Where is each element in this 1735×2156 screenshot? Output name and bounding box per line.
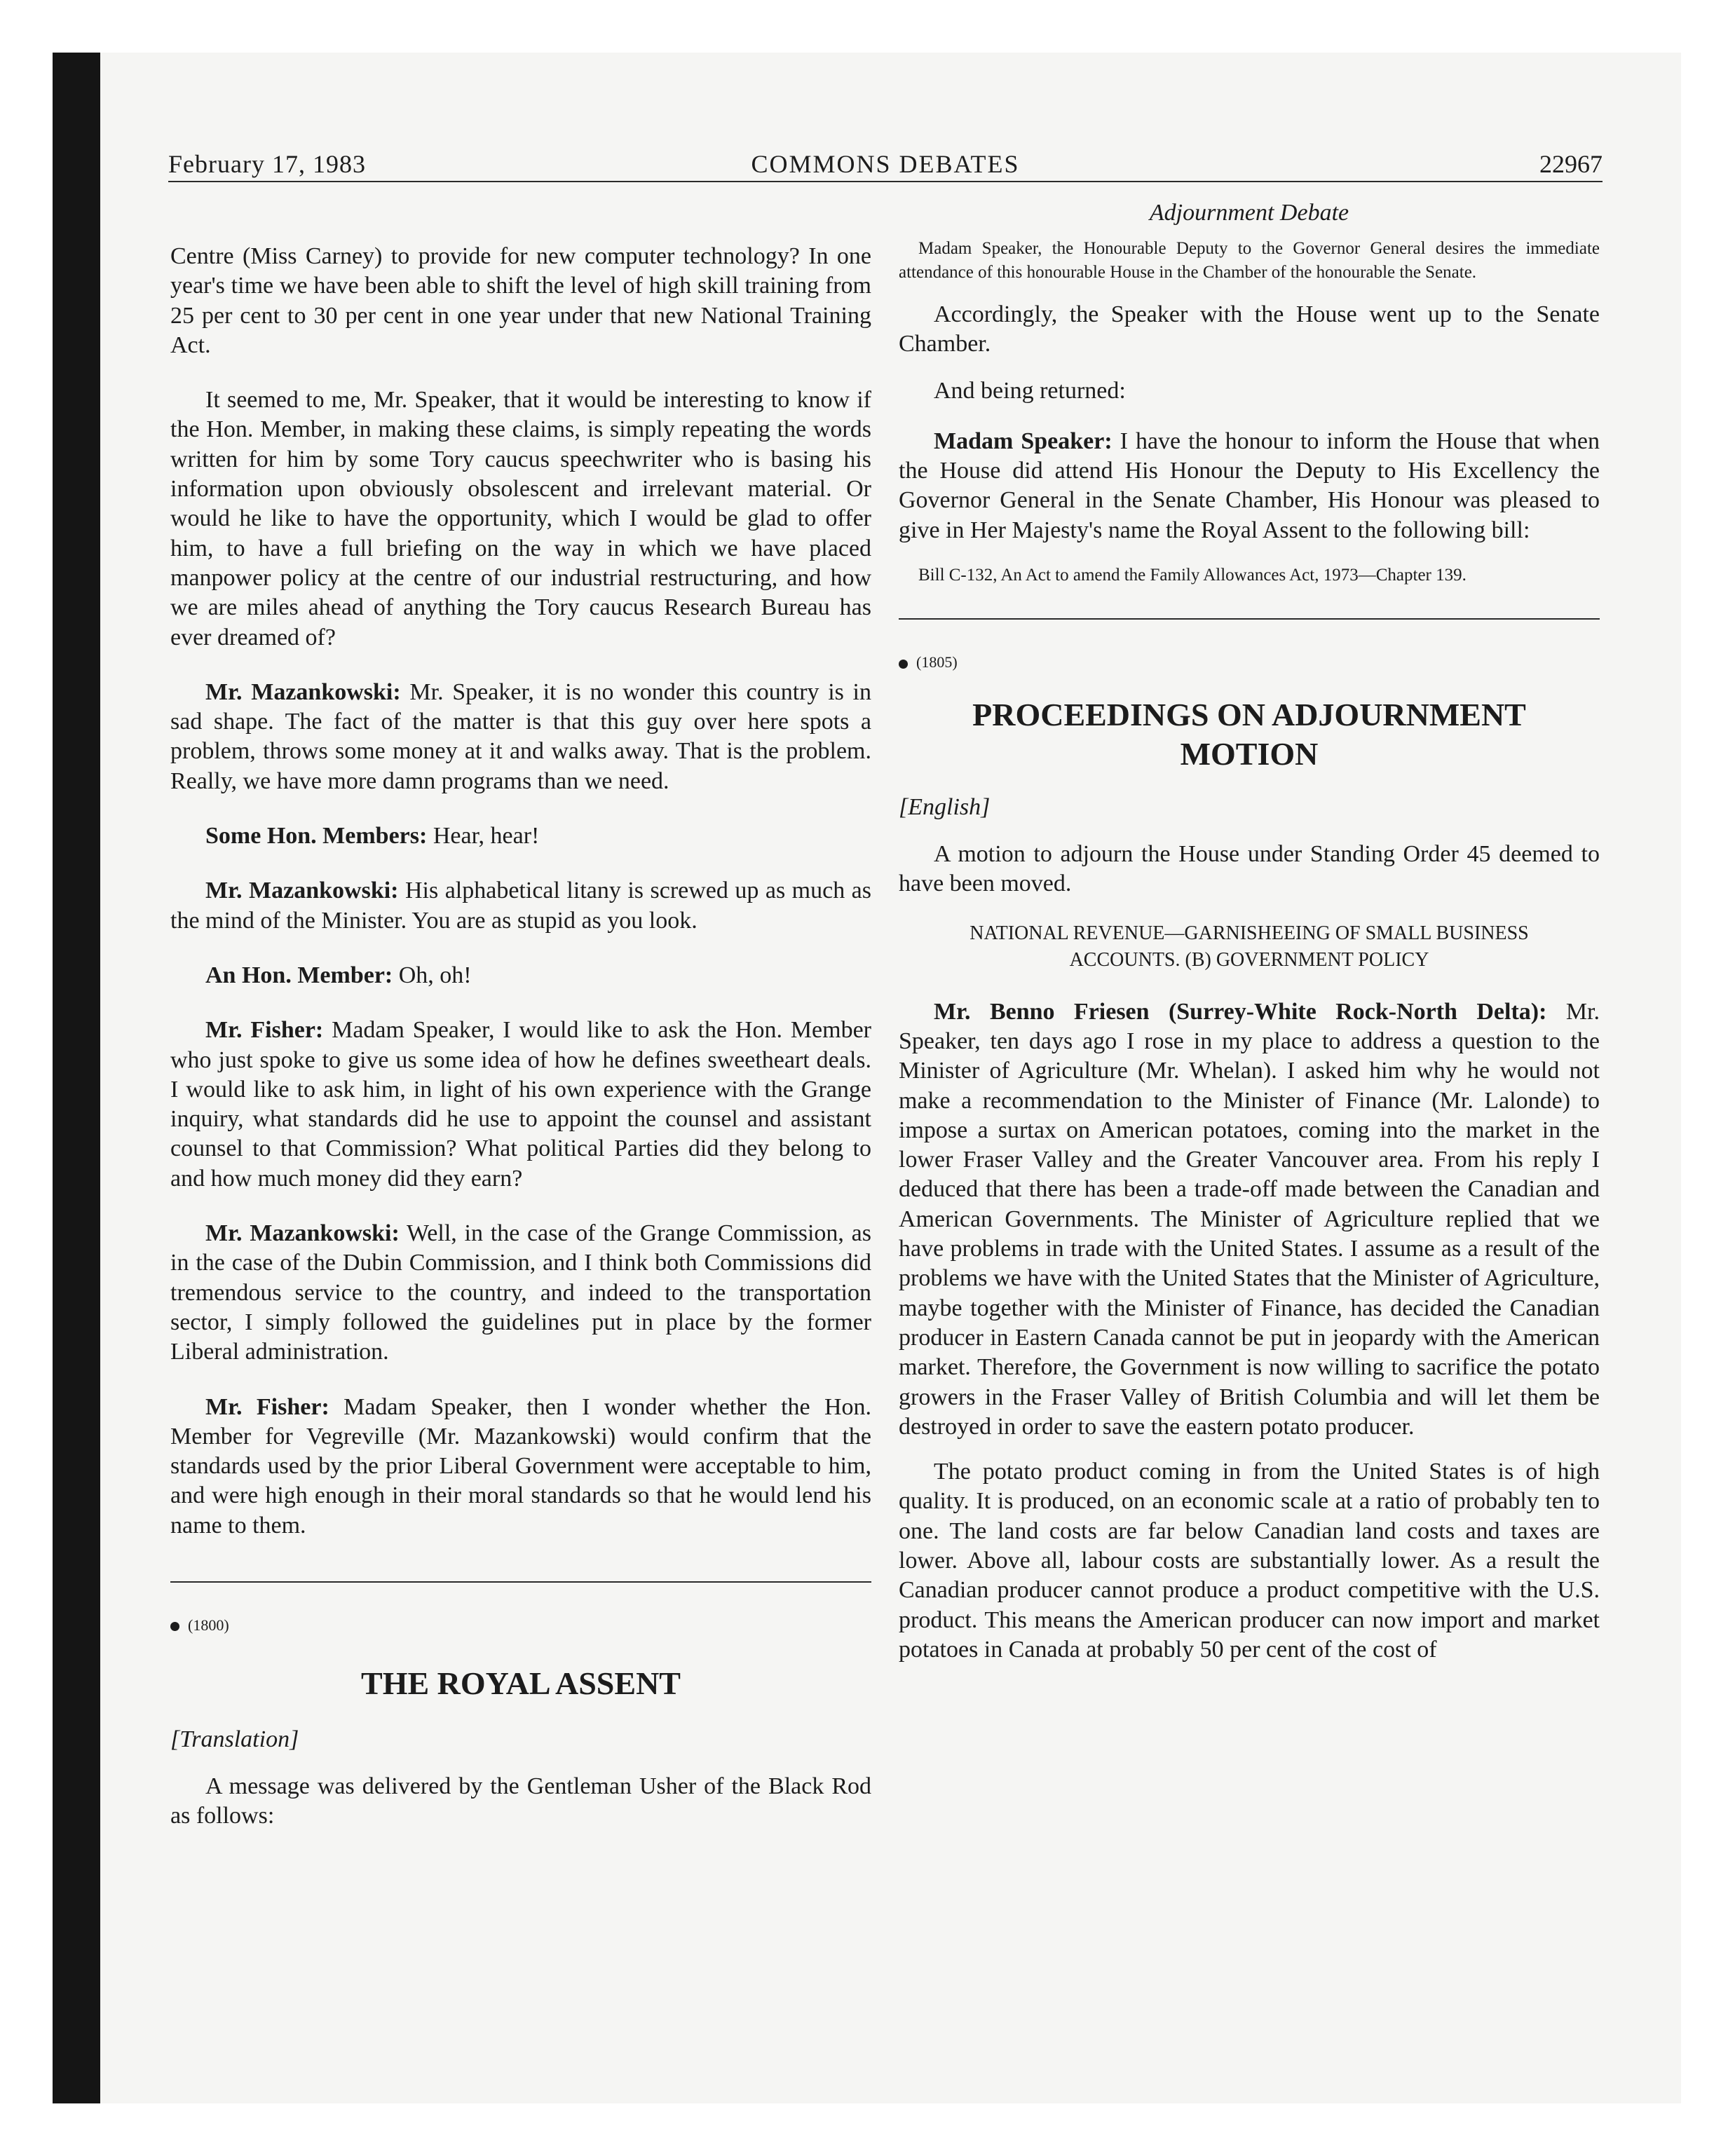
running-header — [168, 146, 1603, 182]
speech-text: Madam Speaker, then I wonder whether the Hon. Member for Vegreville (Mr. Mazankowski) would confirm that the standards used by the prior Liberal Government were acceptable to him, and were high enough in their moral standards so that he would lend his name to them. — [170, 1393, 872, 1538]
speech — [170, 821, 871, 851]
speech-text: Mr. Speaker, it is no wonder this country is in sad shape. The fact of the matter is that this guy over here spots a problem, throws some money at it and walks away. That is the problem. Really, we have more damn programs than we need. — [170, 678, 872, 794]
bullet-icon — [899, 660, 908, 669]
speaker-name: Mr. Mazankowski: — [205, 1220, 400, 1247]
header-page-number: 22967 — [1539, 150, 1603, 178]
time-marker-text: (1805) — [916, 653, 958, 671]
paragraph: A message was delivered by the Gentleman Usher of the Black Rod as follows: — [170, 1773, 871, 1829]
paragraph: The potato product coming in from the United States is of high quality. It is produced, on an economic scale at a ratio of probably ten to one. The land costs are far below Canadian land costs and taxes are lower. Above all, labour costs are substantially lower. As a result the Canadian producer cannot produce a product competitive with the U.S. product. This means the American producer can now import and market potatoes in Canada at probably 50 per cent of the cost of — [899, 1459, 1600, 1663]
speaker-name: Madam Speaker: — [934, 428, 1113, 454]
speaker-name: Mr. Fisher: — [205, 1393, 329, 1420]
speaker-name: Mr. Mazankowski: — [205, 878, 399, 904]
language-tag: [Translation] — [170, 1726, 299, 1752]
speech-text: Oh, oh! — [398, 962, 472, 988]
speech-text: I have the honour to inform the House that when the House did attend His Honour the Deputy to His Excellency the Governor General in the Senate Chamber, His Honour was pleased to give in Her Majesty's name the Royal Assent to the following bill: — [899, 428, 1600, 543]
paragraph: And being returned: — [934, 377, 1126, 404]
section-rule — [170, 1581, 871, 1583]
speech — [170, 1393, 871, 1541]
section-heading: PROCEEDINGS ON ADJOURNMENT MOTION — [972, 697, 1526, 772]
paragraph: It seemed to me, Mr. Speaker, that it would be interesting to know if the Hon. Member, in making these claims, is simply repeating the words written for him by some Tory caucus speechwriter who is basing his information upon obviously obsolescent and irrelevant material. Or would he like to have the opportunity, which I would be glad to offer him, to have a full briefing on the way in which we have placed manpower policy at the centre of our industrial restructuring, and how we are miles ahead of anything the Tory caucus Research Bureau has ever dreamed of? — [170, 387, 871, 650]
time-marker — [170, 1613, 871, 1637]
section-heading: THE ROYAL ASSENT — [361, 1665, 681, 1701]
speech-text: Madam Speaker, I would like to ask the Hon. Member who just spoke to give us some idea of how he defines sweetheart deals. I would like to ask him, in light of his own experience with the Grange inquiry, what standards did he use to appoint the counsel and assistant counsel to that Commission? What political Parties did they belong to and how much money did they earn? — [170, 1017, 872, 1192]
speaker-name: Mr. Mazankowski: — [205, 678, 401, 705]
speech — [170, 1016, 871, 1194]
speech-text: Hear, hear! — [433, 823, 540, 850]
header-date: February 17, 1983 — [168, 150, 366, 178]
scan-edge-bar — [53, 53, 100, 2103]
message-text: Madam Speaker, the Honourable Deputy to the Governor General desires the immediate attendance of this honourable House in the Chamber of the honourable the Senate. — [899, 239, 1600, 282]
paragraph: Centre (Miss Carney) to provide for new computer technology? In one year's time we have been able to shift the level of high skill training from 25 per cent to 30 per cent in one year under that new National Training Act. — [170, 243, 871, 358]
debate-topic — [899, 920, 1600, 974]
speaker-name: Mr. Fisher: — [205, 1017, 324, 1044]
speaker-name: Some Hon. Members: — [205, 823, 428, 850]
language-tag: [English] — [899, 794, 991, 821]
speech — [170, 678, 871, 796]
debate-topic-line: ACCOUNTS. (B) GOVERNMENT POLICY — [1069, 948, 1429, 971]
bill-line: Bill C-132, An Act to amend the Family Allowances Act, 1973—Chapter 139. — [918, 566, 1467, 585]
time-marker-text: (1800) — [188, 1616, 229, 1634]
left-column — [170, 242, 871, 1857]
speech-text: Well, in the case of the Grange Commission, as in the case of the Dubin Commission, and I think both Commissions did tremendous service to the country, and indeed to the transportation sector, I simply followed the guidelines put in place by the former Liberal administration. — [170, 1220, 871, 1365]
speaker-name: An Hon. Member: — [205, 962, 393, 988]
paragraph: A motion to adjourn the House under Standing Order 45 deemed to have been moved. — [899, 841, 1600, 897]
speech-text: His alphabetical litany is screwed up as much as the mind of the Minister. You are as stupid as you look. — [170, 878, 872, 934]
speech — [170, 876, 871, 936]
speech — [899, 427, 1600, 545]
right-column — [899, 196, 1600, 1690]
speech — [170, 1219, 871, 1367]
speech — [899, 997, 1600, 1442]
paragraph: Accordingly, the Speaker with the House went up to the Senate Chamber. — [899, 301, 1600, 357]
header-rule — [168, 181, 1603, 182]
speech-text: Mr. Speaker, ten days ago I rose in my place to address a question to the Minister of Agriculture (Mr. Whelan). I asked him why he would not make a recommendation to the Minister of Finance (Mr. Lalonde) to impose a surtax on American potatoes, coming into the market in the lower Fraser Valley and the Greater Vancouver area. From his reply I deduced that there has been a trade-off made between the Canadian and American Governments. The Minister of Agriculture replied that we have problems in trade with the United States. I assume as a result of the problems we have with the United States that the Minister of Agriculture, maybe together with the Minister of Finance, has decided the Canadian producer in Eastern Canada cannot be put in jeopardy with the American market. Therefore, the Government is now willing to sacrifice the potato growers in the Fraser Valley of British Columbia and will let them be destroyed in order to save the eastern potato producer. — [899, 998, 1600, 1440]
time-marker — [899, 650, 1600, 674]
header-title: COMMONS DEBATES — [751, 150, 1020, 178]
speech — [170, 961, 871, 990]
section-rule — [899, 618, 1600, 620]
debate-topic-line: NATIONAL REVENUE—GARNISHEEING OF SMALL BUSINESS — [969, 922, 1529, 944]
bullet-icon — [170, 1622, 179, 1631]
subsection-title: Adjournment Debate — [1149, 200, 1349, 226]
speaker-name: Mr. Benno Friesen (Surrey-White Rock-North Delta): — [934, 998, 1547, 1025]
